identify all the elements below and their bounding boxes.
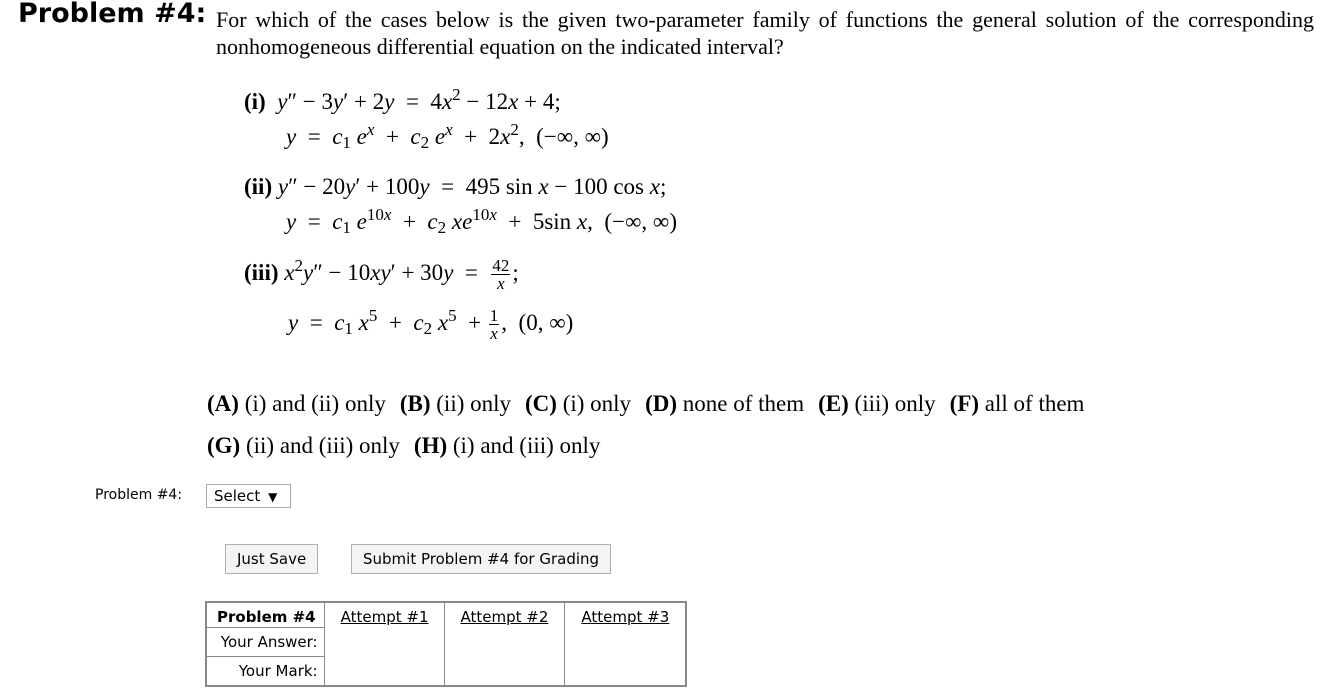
chevron-down-icon: ▼ — [268, 490, 278, 504]
case-ii-label: (ii) — [244, 174, 273, 199]
case-iii-solution: $y = c_1$ $x^5 + c_2$ $x^5$ + $\frac{1}{x}$ , (0, ∞) — [288, 305, 574, 343]
attempt-3-cell — [565, 602, 686, 686]
select-value: Select — [214, 487, 261, 505]
choice-b: (B) (ii) only — [399, 391, 512, 416]
choices-row-1 — [207, 391, 1098, 417]
case-i-label: (i) — [244, 89, 266, 114]
attempts-header: Problem #4 — [206, 602, 324, 628]
attempts-table — [205, 601, 687, 687]
choice-a: (A) (i) and (ii) only — [207, 391, 386, 416]
attempt-2-link[interactable]: Attempt #2 — [460, 608, 549, 626]
attempt-3-link[interactable]: Attempt #3 — [581, 608, 670, 626]
choice-f: (F) all of them — [949, 391, 1085, 416]
answer-select[interactable] — [206, 484, 291, 508]
problem-question: For which of the cases below is the given two-parameter family of functions the general solution of the corresponding nonhomogeneous differential equation on the indicated interval? — [216, 7, 1314, 59]
choice-d: (D) none of them — [645, 391, 805, 416]
attempts-header-row — [206, 602, 686, 628]
case-ii-equation: (ii) y″ − 20y′ + 100y = 495 sin x − 100 cos x; — [244, 174, 667, 199]
fraction-42-over-x: $\frac{42}{x}$ — [492, 256, 510, 293]
fraction-1-over-x: $\frac{1}{x}$ — [489, 306, 499, 343]
answer-label: Problem #4: — [95, 487, 183, 503]
your-mark-label: Your Mark: — [206, 657, 324, 687]
case-iii-equation: (iii) $x^2y'' - 10xy' + 30y$ = $\frac{42}{x}$ ; — [244, 255, 519, 293]
case-i-solution: $y = c_1$ $e^x + c_2$ $e^x + 2x^2$, (−∞, ∞) — [286, 120, 609, 152]
choice-h: (H) (i) and (iii) only — [413, 433, 601, 458]
case-iii-label: (iii) — [244, 259, 279, 285]
your-answer-label: Your Answer: — [206, 628, 324, 657]
attempt-1-link[interactable]: Attempt #1 — [340, 608, 429, 626]
problem-heading: Problem #4: — [18, 0, 207, 29]
choice-c: (C) (i) only — [525, 391, 632, 416]
attempt-2-cell — [444, 602, 565, 686]
submit-grading-button[interactable]: Submit Problem #4 for Grading — [351, 544, 611, 574]
choices-row-2 — [207, 433, 614, 459]
just-save-button[interactable]: Just Save — [225, 544, 318, 574]
choice-g: (G) (ii) and (iii) only — [207, 433, 400, 458]
choice-e: (E) (iii) only — [818, 391, 936, 416]
case-ii-solution: $y = c_1$ $e^{10x} + c_2$ $xe^{10x} + 5\sin$ x, (−∞, ∞) — [286, 205, 677, 237]
case-i-equation: (i) $y'' - 3y' + 2y = 4x^2 - 12x + 4$; — [244, 85, 561, 114]
attempt-1-cell — [324, 602, 444, 686]
